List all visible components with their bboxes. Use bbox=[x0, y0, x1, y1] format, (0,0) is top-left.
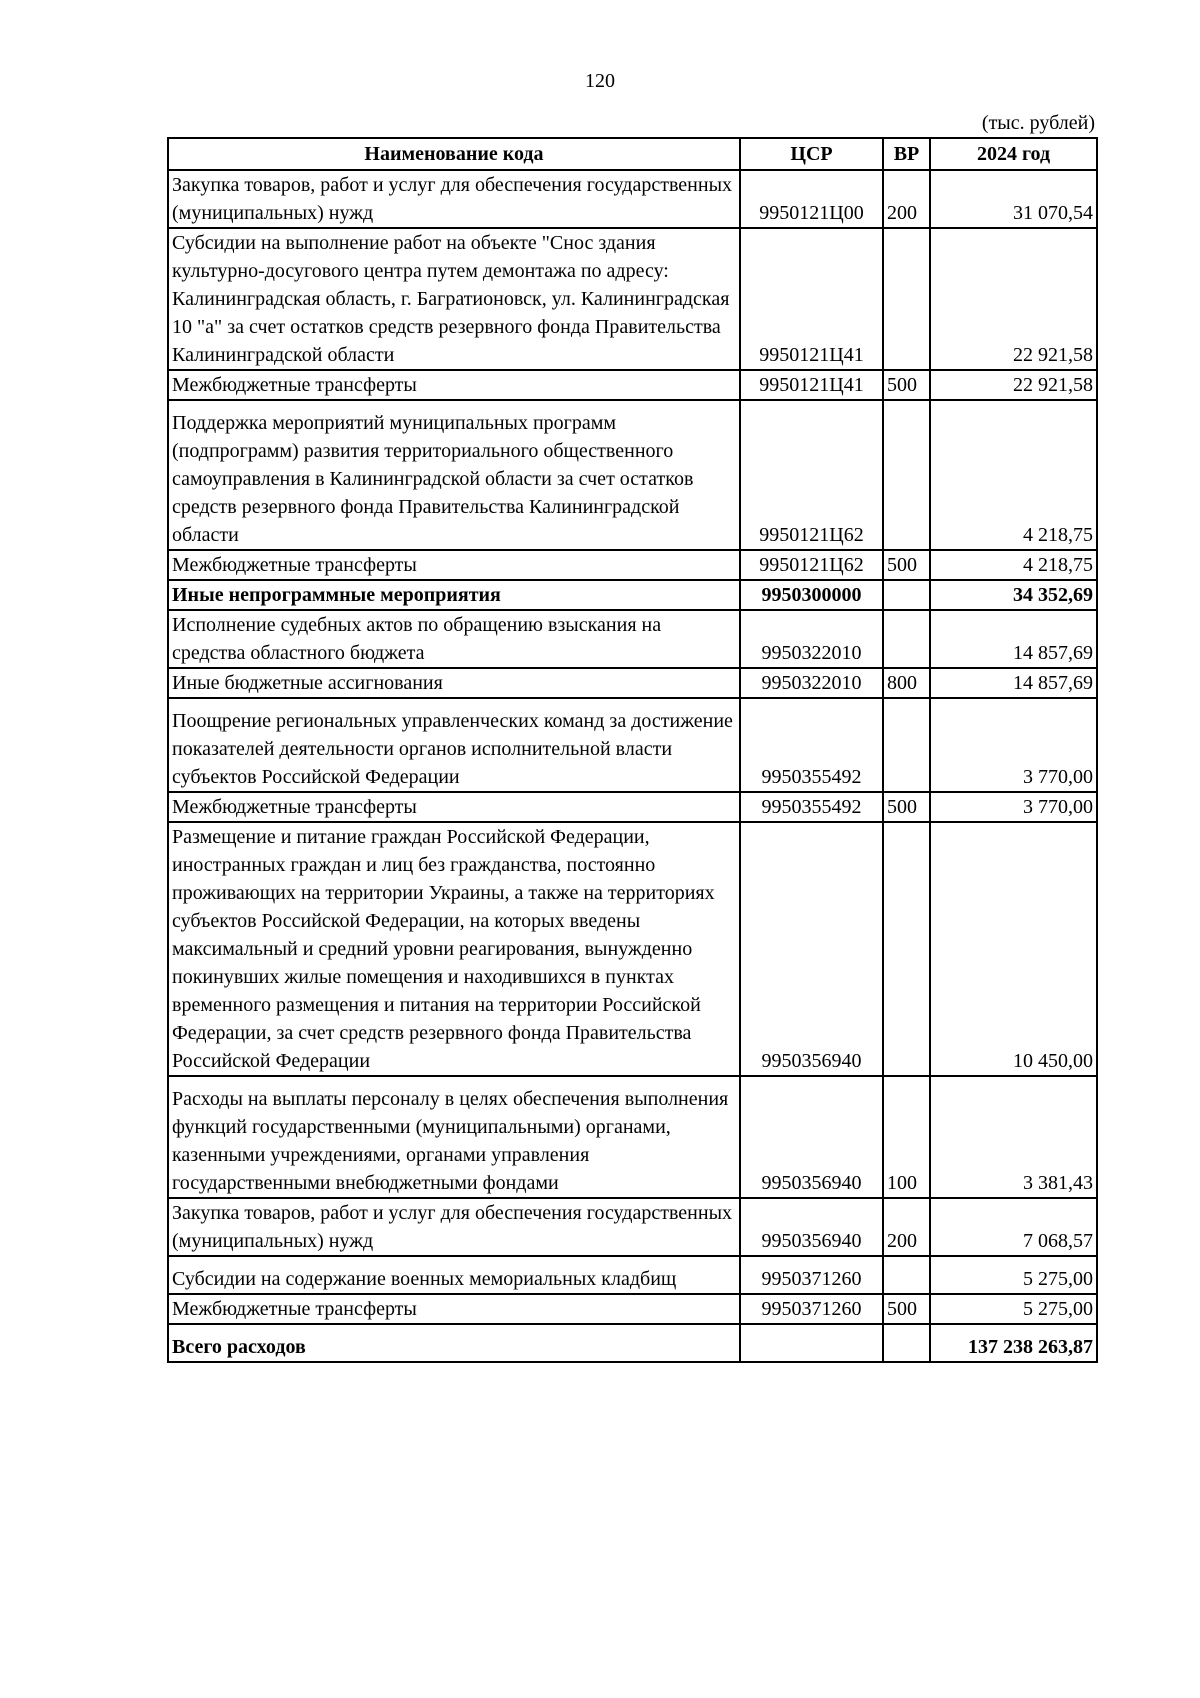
row-csr: 9950356940 bbox=[740, 822, 883, 1076]
table-row bbox=[168, 822, 1097, 1076]
row-csr: 9950322010 bbox=[740, 610, 883, 668]
row-sum: 5 275,00 bbox=[930, 1256, 1097, 1294]
budget-table bbox=[167, 137, 1098, 1363]
row-name: Исполнение судебных актов по обращению взыскания на средства областного бюджета bbox=[168, 610, 740, 668]
row-csr bbox=[740, 1324, 883, 1362]
table-row bbox=[168, 1256, 1097, 1294]
header-vr: ВР bbox=[883, 138, 930, 170]
row-csr: 9950322010 bbox=[740, 668, 883, 698]
row-csr: 9950355492 bbox=[740, 698, 883, 792]
row-csr: 9950121Ц41 bbox=[740, 228, 883, 370]
row-name: Расходы на выплаты персоналу в целях обеспечения выполнения функций государственными (муниципальными) органами, казенными учреждениями, органами управления государственными внебюджетными фондами bbox=[168, 1076, 740, 1198]
row-name: Закупка товаров, работ и услуг для обеспечения государственных (муниципальных) нужд bbox=[168, 1198, 740, 1256]
table-row bbox=[168, 550, 1097, 580]
row-sum: 5 275,00 bbox=[930, 1294, 1097, 1324]
table-row bbox=[168, 1076, 1097, 1198]
row-vr bbox=[883, 698, 930, 792]
row-vr: 500 bbox=[883, 370, 930, 400]
row-name: Межбюджетные трансферты bbox=[168, 792, 740, 822]
row-name: Межбюджетные трансферты bbox=[168, 370, 740, 400]
row-csr: 9950356940 bbox=[740, 1198, 883, 1256]
row-sum: 22 921,58 bbox=[930, 228, 1097, 370]
header-name: Наименование кода bbox=[168, 138, 740, 170]
row-sum: 137 238 263,87 bbox=[930, 1324, 1097, 1362]
table-row-total bbox=[168, 1324, 1097, 1362]
row-name: Размещение и питание граждан Российской Федерации, иностранных граждан и лиц без гражданства, постоянно проживающих на территории Украины, а также на территориях субъектов Российской Федерации, на которых введены максимальный и средний уровни реагирования, вынужденно покинувших жилые помещения и находившихся в пунктах временного размещения и питания на территории Российской Федерации, за счет средств резервного фонда Правительства Российской Федерации bbox=[168, 822, 740, 1076]
header-csr: ЦСР bbox=[740, 138, 883, 170]
row-csr: 9950121Ц41 bbox=[740, 370, 883, 400]
row-name: Иные бюджетные ассигнования bbox=[168, 668, 740, 698]
row-vr bbox=[883, 400, 930, 550]
table-row bbox=[168, 668, 1097, 698]
row-csr: 9950121Ц62 bbox=[740, 550, 883, 580]
row-vr bbox=[883, 822, 930, 1076]
header-year: 2024 год bbox=[930, 138, 1097, 170]
table-row bbox=[168, 1294, 1097, 1324]
units-label: (тыс. рублей) bbox=[981, 112, 1095, 134]
row-sum: 14 857,69 bbox=[930, 668, 1097, 698]
row-name: Всего расходов bbox=[168, 1324, 740, 1362]
row-name: Поощрение региональных управленческих команд за достижение показателей деятельности органов исполнительной власти субъектов Российской Федерации bbox=[168, 698, 740, 792]
row-sum: 31 070,54 bbox=[930, 170, 1097, 228]
row-name: Субсидии на содержание военных мемориальных кладбищ bbox=[168, 1256, 740, 1294]
row-vr: 100 bbox=[883, 1076, 930, 1198]
row-sum: 3 770,00 bbox=[930, 792, 1097, 822]
row-vr bbox=[883, 228, 930, 370]
row-name: Межбюджетные трансферты bbox=[168, 1294, 740, 1324]
row-sum: 7 068,57 bbox=[930, 1198, 1097, 1256]
row-sum: 3 770,00 bbox=[930, 698, 1097, 792]
row-name: Межбюджетные трансферты bbox=[168, 550, 740, 580]
row-vr bbox=[883, 580, 930, 610]
table-row bbox=[168, 370, 1097, 400]
row-vr: 500 bbox=[883, 550, 930, 580]
row-csr: 9950355492 bbox=[740, 792, 883, 822]
table-row bbox=[168, 792, 1097, 822]
row-sum: 4 218,75 bbox=[930, 550, 1097, 580]
row-name: Субсидии на выполнение работ на объекте "Снос здания культурно-досугового центра путем демонтажа по адресу: Калининградская область, г. Багратионовск, ул. Калининградская 10 "а" за счет остатков средств резервного фонда Правительства Калининградской области bbox=[168, 228, 740, 370]
row-csr: 9950121Ц00 bbox=[740, 170, 883, 228]
row-vr: 200 bbox=[883, 170, 930, 228]
row-vr: 800 bbox=[883, 668, 930, 698]
row-vr bbox=[883, 1324, 930, 1362]
row-sum: 4 218,75 bbox=[930, 400, 1097, 550]
row-name: Закупка товаров, работ и услуг для обеспечения государственных (муниципальных) нужд bbox=[168, 170, 740, 228]
row-vr bbox=[883, 610, 930, 668]
row-name: Поддержка мероприятий муниципальных программ (подпрограмм) развития территориального общественного самоуправления в Калининградской области за счет остатков средств резервного фонда Правительства Калининградской области bbox=[168, 400, 740, 550]
page-number: 120 bbox=[585, 70, 615, 92]
row-csr: 9950371260 bbox=[740, 1294, 883, 1324]
row-sum: 34 352,69 bbox=[930, 580, 1097, 610]
row-sum: 14 857,69 bbox=[930, 610, 1097, 668]
row-sum: 3 381,43 bbox=[930, 1076, 1097, 1198]
table-header-row bbox=[168, 138, 1097, 170]
table-row bbox=[168, 1198, 1097, 1256]
table-row bbox=[168, 170, 1097, 228]
row-sum: 10 450,00 bbox=[930, 822, 1097, 1076]
row-vr bbox=[883, 1256, 930, 1294]
row-csr: 9950356940 bbox=[740, 1076, 883, 1198]
table-row bbox=[168, 610, 1097, 668]
row-sum: 22 921,58 bbox=[930, 370, 1097, 400]
row-vr: 200 bbox=[883, 1198, 930, 1256]
row-csr: 9950300000 bbox=[740, 580, 883, 610]
row-csr: 9950371260 bbox=[740, 1256, 883, 1294]
row-name: Иные непрограммные мероприятия bbox=[168, 580, 740, 610]
row-csr: 9950121Ц62 bbox=[740, 400, 883, 550]
table-row bbox=[168, 698, 1097, 792]
row-vr: 500 bbox=[883, 792, 930, 822]
table-row bbox=[168, 228, 1097, 370]
table-row bbox=[168, 580, 1097, 610]
table-row bbox=[168, 400, 1097, 550]
row-vr: 500 bbox=[883, 1294, 930, 1324]
